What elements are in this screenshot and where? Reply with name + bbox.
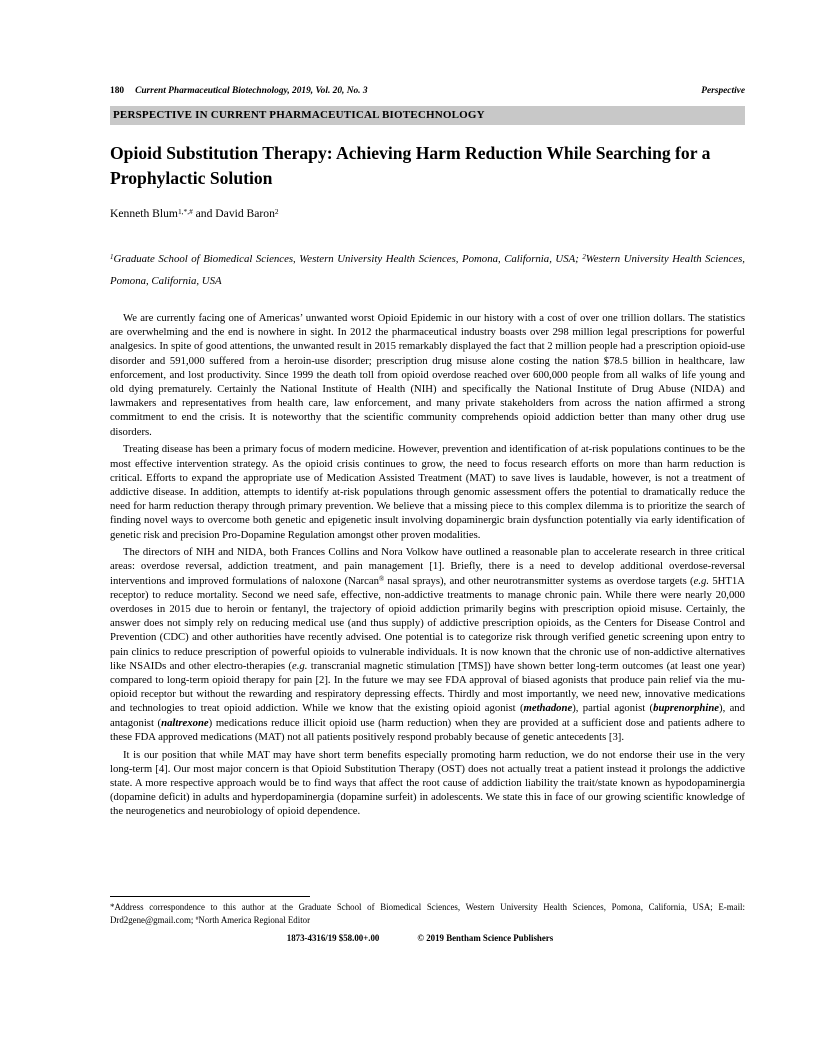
running-head-left	[110, 86, 368, 97]
text-run: methadone	[523, 702, 573, 715]
correspondence-footnote	[110, 901, 745, 927]
text-run: 2	[274, 206, 279, 216]
text-run: and David Baron	[192, 207, 275, 220]
text-run: We are currently facing one of Americas’ unwanted worst Opioid Epidemic in our history with a cost of over one trillion dollars. The statistics are overwhelming and the end is nowhere in sight. In 2012 the pharmaceutical industry boasts over 298 million legal prescriptions for powerful analgesics. In spite of good attentions, the unwanted result in 2015 remarkably displayed the fact that 2 million people had a prescription opioid-use disorder and 591,000 suffered from a heroin-use disorder; prescription drug misuse alone costing the nation $78.5 billion in healthcare, law enforcement, and lost productivity. Since 1999 the death toll from opioid overdose reached over 600,000 people from all walks of life young and old dying prematurely. Certainly the National Institute of Health (NIH) and specifically the National Institute of Drug Abuse (NIDA) and lawmakers and representatives from health care, law enforcement, and many private stakeholders from across the nation affirmed a strong commitment to end the crisis. It is noteworthy that the scientific community comprehends opioid addiction better than many other drug use disorders.	[110, 312, 745, 438]
affiliation-line	[110, 249, 745, 292]
text-run: Kenneth Blum	[110, 207, 178, 220]
text-run: It is our position that while MAT may have short term benefits especially promoting harm reduction, we do not endorse their use in the very long-term [4]. Our most major concern is that Opioid Substitution Therapy (OST) does not actually treat a patient instead it prolongs the addictive state. A more respective approach would be to find ways that affect the root cause of addiction liability the trait/state known as hypodopaminergia (dopamine deficit) in adults and hyperdopaminergia (dopamine surfeit) in adolescents. We state this in face of our growing scientific knowledge of the neurogenetics and neurobiology of opioid dependence.	[110, 748, 745, 818]
text-run: Graduate School of Biomedical Sciences, Western University Health Sciences, Pomona, California, USA;	[113, 253, 583, 265]
text-run: 1,*,#	[177, 206, 193, 216]
body-paragraph	[110, 442, 745, 541]
body-paragraph	[110, 545, 745, 744]
text-run: ), partial agonist (	[572, 702, 654, 715]
text-run: Treating disease has been a primary focus of modern medicine. However, prevention and identification of at-risk populations continues to be the most effective intervention strategy. As the opioid crisis continues to grow, the need to focus research efforts on more than harm reduction is critical. Efforts to expand the appropriate use of Medication Assisted Treatment (MAT) to save lives is laudable, however, is not a treatment of addictive disease. In addition, attempts to identify at-risk populations through genomic assessment offers the potential to dramatically reduce the need for harm reduction therapy through primary prevention. We believe that a missing piece to this complex dilemma is to prioritize the search of finding novel ways to overcome both genetic and epigenetic insult involving dopaminergic brain dysfunction potentially via early identification of genetic risk and precision Pro-Dopamine Regulation amongst other proven modalities.	[110, 443, 745, 541]
text-run: *Address correspondence to this author at the Graduate School of Biomedical Sciences, Western University Health Sciences, Pomona, California, USA; E-mail: Drd2gene@gmail.com;	[110, 902, 745, 925]
page-number: 180	[110, 86, 125, 96]
article-type-label: Perspective	[701, 86, 745, 96]
copyright-notice: © 2019 Bentham Science Publishers	[417, 933, 554, 943]
footnote-divider	[110, 896, 310, 897]
text-run: e.g.	[693, 574, 710, 587]
journal-citation: Current Pharmaceutical Biotechnology, 2019, Vol. 20, No. 3	[135, 86, 368, 96]
issn-price: 1873-4316/19 $58.00+.00	[286, 933, 380, 943]
text-run: e.g.	[291, 659, 308, 672]
article-title: Opioid Substitution Therapy: Achieving Harm Reduction While Searching for a Prophylactic Solution	[110, 143, 711, 188]
text-run: ), and antagonist (	[110, 702, 745, 729]
section-banner: PERSPECTIVE IN CURRENT PHARMACEUTICAL BIOTECHNOLOGY	[110, 106, 745, 125]
text-run: 5HT1A receptor) to reduce mortality. Second we need safe, effective, non-addictive treatments to manage chronic pain. While there were nearly 20,000 overdoses in 2015 due to heroin or fentanyl, the trajectory of opioid addiction primarily begins with prescription opioid misuse. Certainly, the answer does not simply rely on reducing medical use (and thus supply) of addictive prescription opioids, as the Centers for Disease Control and Prevention (CDC) and other authorities have recently advised. One potential is to categorize risk through verified genetic screening upon entry to pain clinics to reduce prescription of powerful opioids to vulnerable individuals. It is now known that the chronic use of non-addictive alternatives like NSAIDs and other electro-therapies (	[110, 574, 745, 672]
text-run: ) medications reduce illicit opioid use (harm reduction) when they are provided at a sufficient dose and patients adhere to these FDA approved medications (MAT) not all patients positively respond probably because of genetic antecedents [3].	[110, 716, 746, 743]
text-run: ®	[378, 575, 385, 583]
text-run: transcranial magnetic stimulation [TMS]) have shown better long-term outcomes (at least one year) compared to long-term opioid therapy for pain [2]. In the future we may see FDA approval of biased agonists that produce pain relief via the mu-opioid receptor but without the rewarding and respiratory depressing effects. Thirdly and most importantly, we need new, innovative medications and technologies to treat opioid addiction. While we know that the existing opioid agonist (	[110, 659, 745, 715]
text-run: #	[195, 916, 199, 923]
page-content	[110, 86, 745, 819]
body-paragraph	[110, 311, 745, 439]
text-run: The directors of NIH and NIDA, both Frances Collins and Nora Volkow have outlined a reasonable plan to accelerate research in three critical areas: overdose reversal, addiction treatment, and pain management [1]. Briefly, there is a need to develop additional overdose-reversal interventions and improved formulations of naloxone (Narcan	[110, 546, 745, 587]
text-run: naltrexone	[161, 716, 209, 729]
text-run: North America Regional Editor	[198, 914, 311, 925]
page-footer	[110, 933, 730, 944]
running-head	[110, 86, 745, 97]
text-run: buprenorphine	[653, 702, 720, 715]
article-body	[110, 311, 745, 819]
text-run: nasal sprays), and other neurotransmitter systems as overdose targets (	[384, 574, 694, 587]
text-run: 2	[582, 253, 586, 261]
body-paragraph	[110, 748, 745, 819]
text-run: Western University Health Sciences, Pomona, California, USA	[110, 253, 745, 287]
authors-line	[110, 207, 745, 221]
text-run: 1	[110, 253, 114, 261]
